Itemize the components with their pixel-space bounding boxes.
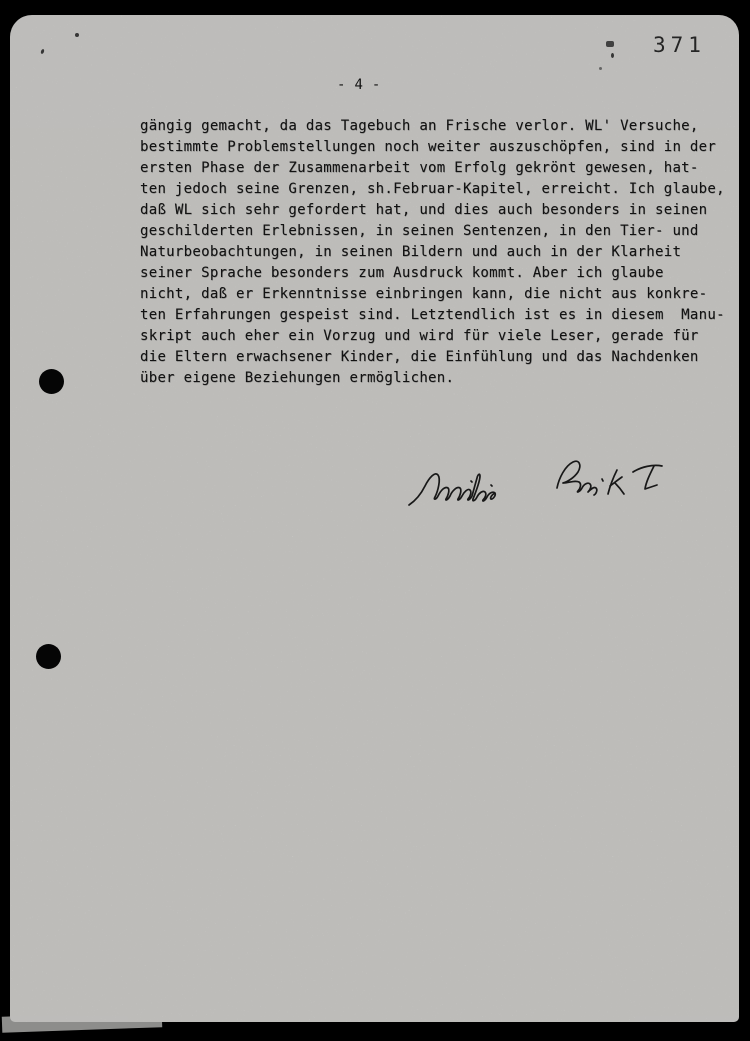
- text-line: die Eltern erwachsener Kinder, die Einfühlung und das Nachdenken: [140, 349, 699, 365]
- text-line: seiner Sprache besonders zum Ausdruck kommt. Aber ich glaube: [140, 265, 664, 281]
- text-line: geschilderten Erlebnissen, in seinen Sentenzen, in den Tier- und: [140, 223, 699, 239]
- document-page: [10, 15, 739, 1022]
- text-line: bestimmte Problemstellungen noch weiter auszuschöpfen, sind in der: [140, 139, 717, 155]
- text-line: Naturbeobachtungen, in seinen Bildern und auch in der Klarheit: [140, 244, 682, 260]
- text-line: nicht, daß er Erkenntnisse einbringen kann, die nicht aus konkre-: [140, 286, 708, 302]
- scan-speck: [611, 53, 614, 58]
- punch-hole-top: [39, 369, 64, 394]
- text-line: ersten Phase der Zusammenarbeit vom Erfolg gekrönt gewesen, hat-: [140, 160, 699, 176]
- text-line: ten Erfahrungen gespeist sind. Letztendlich ist es in diesem Manu-: [140, 307, 725, 323]
- scan-speck: [606, 41, 614, 47]
- text-line: gängig gemacht, da das Tagebuch an Frische verlor. WL' Versuche,: [140, 118, 699, 134]
- handwritten-signature: [405, 448, 680, 510]
- punch-hole-bottom: [36, 644, 61, 669]
- text-line: skript auch eher ein Vorzug und wird für viele Leser, gerade für: [140, 328, 699, 344]
- scan-speck: [75, 33, 79, 37]
- scan-speck: [40, 49, 45, 55]
- text-line: über eigene Beziehungen ermöglichen.: [140, 370, 455, 386]
- text-line: ten jedoch seine Grenzen, sh.Februar-Kapitel, erreicht. Ich glaube,: [140, 181, 725, 197]
- scan-speck: [599, 67, 602, 70]
- text-line: daß WL sich sehr gefordert hat, und dies auch besonders in seinen: [140, 202, 708, 218]
- page-number-header: - 4 -: [337, 77, 381, 93]
- typewritten-paragraph: [140, 116, 725, 389]
- signature-strokes: [405, 448, 680, 510]
- page-stamp-number: 371: [653, 33, 706, 57]
